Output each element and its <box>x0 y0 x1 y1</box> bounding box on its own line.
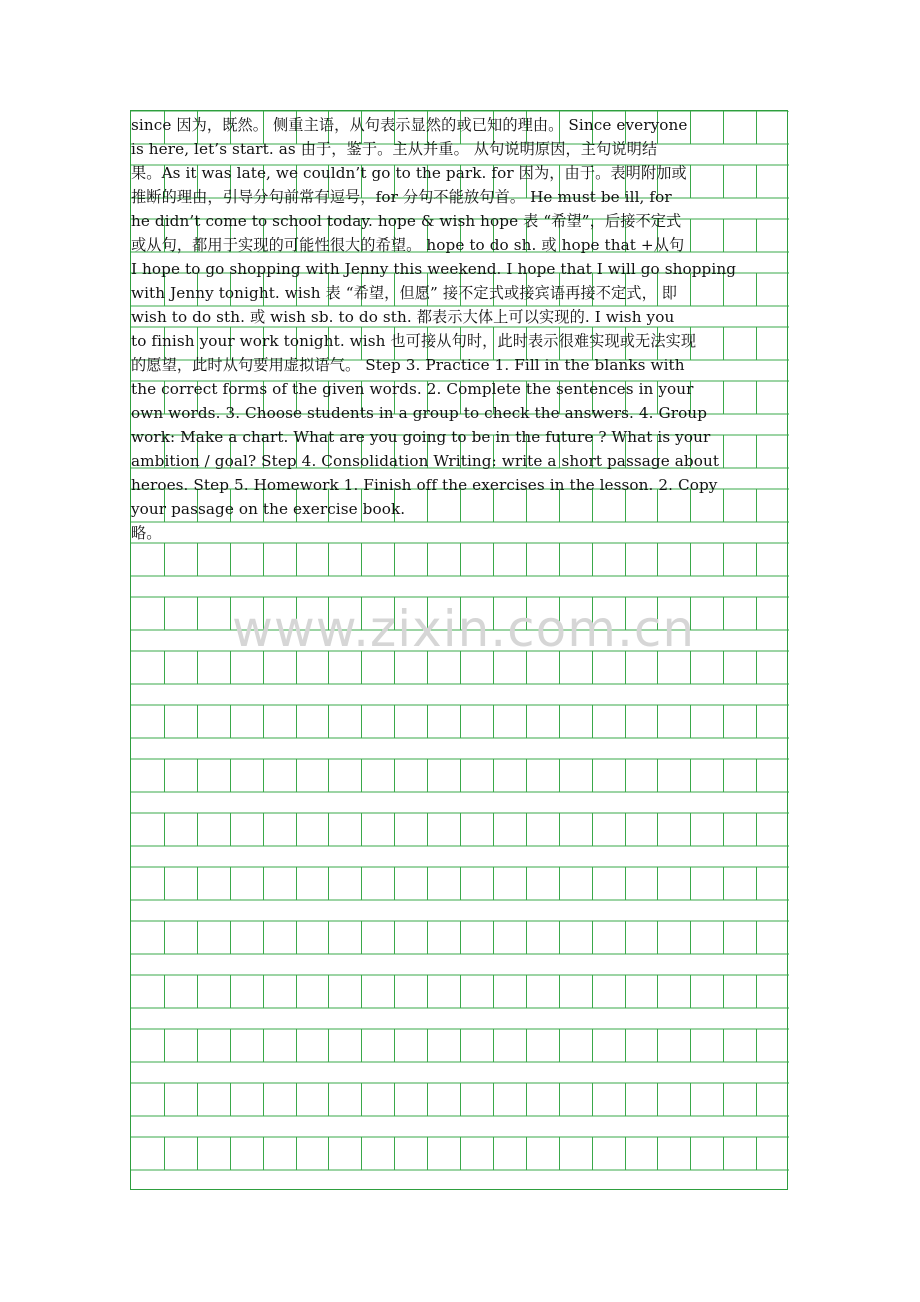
text-line: 推断的理由，引导分句前常有逗号，for 分句不能放句首。 He must be ill, for <box>131 188 672 206</box>
text-line: is here, let’s start. as 由于，鉴于。主从并重。 从句说明原因，主句说明结 <box>131 140 658 158</box>
watermark: www.zixin.com.cn <box>232 600 696 658</box>
text-line: 或从句，都用于实现的可能性很大的希望。 hope to do sh. 或 hope that +从句 <box>131 236 685 254</box>
text-line: own words. 3. Choose students in a group to check the answers. 4. Group <box>131 404 708 422</box>
text-line: heroes. Step 5. Homework 1. Finish off the exercises in the lesson. 2. Copy <box>131 476 718 494</box>
text-line: wish to do sth. 或 wish sb. to do sth. 都表示大体上可以实现的. I wish you <box>131 308 675 326</box>
text-line: 的愿望，此时从句要用虚拟语气。 Step 3. Practice 1. Fill in the blanks with <box>131 356 685 374</box>
text-line: ambition / goal? Step 4. Consolidation Writing: write a short passage about <box>131 452 720 470</box>
text-line: 略。 <box>131 524 162 542</box>
text-line: 果。As it was late, we couldn’t go to the park. for 因为，由于。表明附加或 <box>131 164 687 182</box>
text-line: he didn’t come to school today. hope & wish hope 表 “希望”，后接不定式 <box>131 212 682 230</box>
document-body <box>131 113 821 545</box>
text-line: with Jenny tonight. wish 表 “希望，但愿” 接不定式或接宾语再接不定式， 即 <box>131 284 678 302</box>
text-line: since 因为，既然。 侧重主语，从句表示显然的或已知的理由。 Since everyone <box>131 116 688 134</box>
text-line: your passage on the exercise book. <box>131 500 406 518</box>
text-line: to finish your work tonight. wish 也可接从句时，此时表示很难实现或无法实现 <box>131 332 697 350</box>
text-line: I hope to go shopping with Jenny this weekend. I hope that I will go shopping <box>131 260 737 278</box>
text-line: the correct forms of the given words. 2. Complete the sentences in your <box>131 380 694 398</box>
text-line: work: Make a chart. What are you going to be in the future ? What is your <box>131 428 711 446</box>
